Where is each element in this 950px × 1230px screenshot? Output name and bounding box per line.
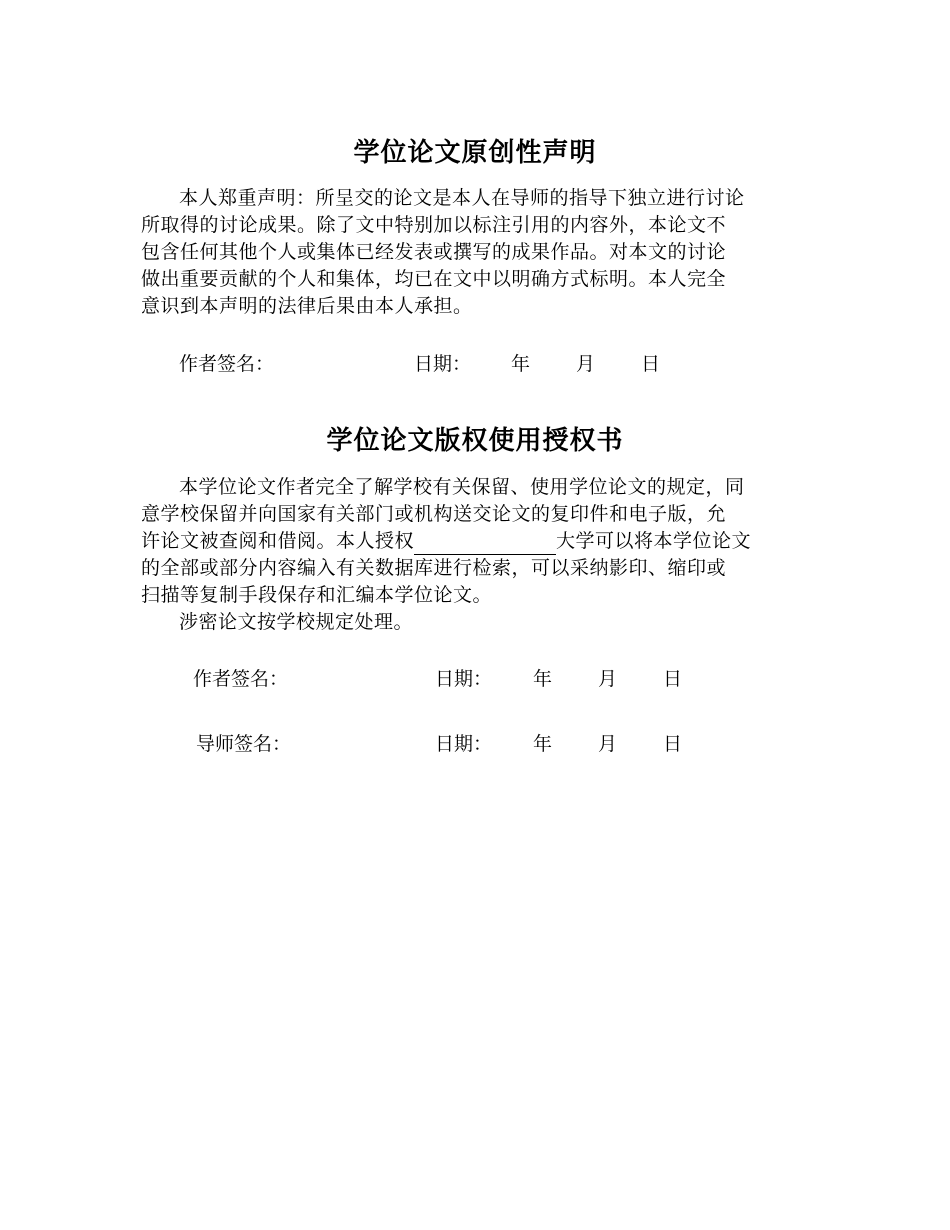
date-label: 日期： xyxy=(414,353,472,375)
university-blank-field xyxy=(414,534,556,555)
day-label: 日 xyxy=(663,668,683,690)
day-label: 日 xyxy=(641,353,661,375)
declaration-line: 包含任何其他个人或集体已经发表或撰写的成果作品。对本文的讨论 xyxy=(141,241,727,263)
authorization-line-part: 许论文被查阅和借阅。本人授权 xyxy=(141,530,415,552)
day-label: 日 xyxy=(663,733,683,755)
author-signature-label: 作者签名： xyxy=(193,668,289,690)
authorization-line: 本学位论文作者完全了解学校有关保留、使用学位论文的规定，同 xyxy=(179,476,745,498)
month-label: 月 xyxy=(598,733,618,755)
month-label: 月 xyxy=(576,353,596,375)
year-label: 年 xyxy=(533,733,553,755)
declaration-line: 意识到本声明的法律后果由本人承担。 xyxy=(141,295,473,317)
year-label: 年 xyxy=(511,353,531,375)
authorization-title: 学位论文版权使用授权书 xyxy=(326,426,624,456)
declaration-line: 本人郑重声明：所呈交的论文是本人在导师的指导下独立进行讨论 xyxy=(179,187,745,209)
classified-thesis-note: 涉密论文按学校规定处理。 xyxy=(179,611,414,633)
declaration-line: 做出重要贡献的个人和集体，均已在文中以明确方式标明。本人完全 xyxy=(141,268,727,290)
date-label: 日期： xyxy=(435,733,493,755)
date-label: 日期： xyxy=(435,668,493,690)
authorization-line: 扫描等复制手段保存和汇编本学位论文。 xyxy=(141,584,493,606)
month-label: 月 xyxy=(598,668,618,690)
year-label: 年 xyxy=(533,668,553,690)
declaration-line: 所取得的讨论成果。除了文中特别加以标注引用的内容外，本论文不 xyxy=(141,214,727,236)
declaration-title: 学位论文原创性声明 xyxy=(353,138,597,168)
advisor-signature-label: 导师签名： xyxy=(196,733,292,755)
author-signature-label: 作者签名： xyxy=(179,353,275,375)
authorization-line: 意学校保留并向国家有关部门或机构送交论文的复印件和电子版，允 xyxy=(141,503,727,525)
authorization-line xyxy=(141,528,751,555)
authorization-line: 的全部或部分内容编入有关数据库进行检索，可以采纳影印、缩印或 xyxy=(141,557,727,579)
authorization-line-part: 大学可以将本学位论文 xyxy=(556,530,752,552)
